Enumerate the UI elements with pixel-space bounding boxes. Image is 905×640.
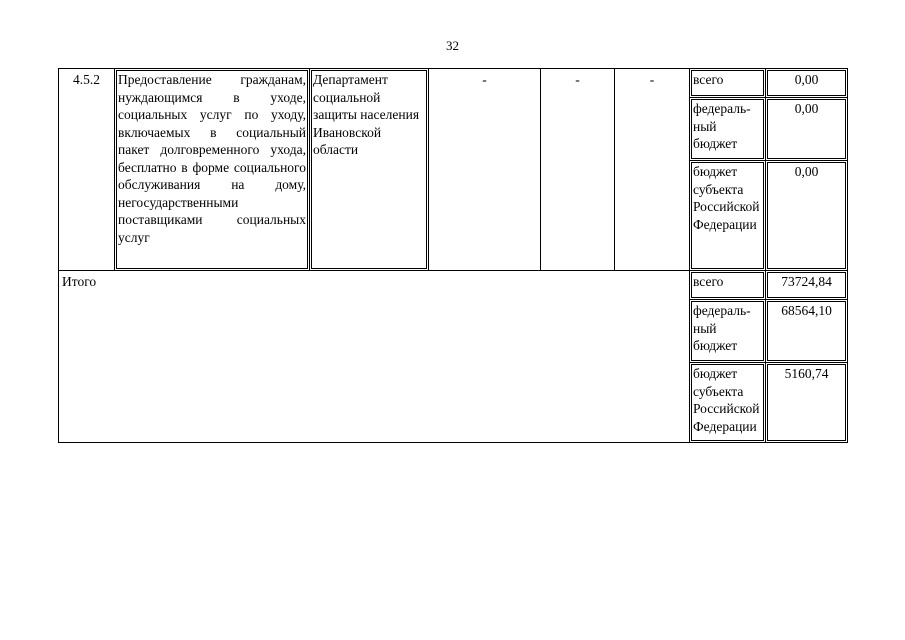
source-value: 0,00 bbox=[766, 69, 848, 98]
source-label: бюджет субъекта Российской Федерации bbox=[690, 363, 766, 443]
item-dash-1: - bbox=[429, 69, 541, 271]
source-label: всего bbox=[690, 69, 766, 98]
source-label: всего bbox=[690, 271, 766, 300]
page-number: 32 bbox=[446, 38, 459, 53]
source-value: 0,00 bbox=[766, 161, 848, 271]
table-row bbox=[59, 69, 905, 98]
table-row bbox=[59, 271, 905, 300]
source-label: бюджет субъекта Российской Федерации bbox=[690, 161, 766, 271]
source-label: федераль-ный бюджет bbox=[690, 98, 766, 161]
item-dash-2: - bbox=[541, 69, 615, 271]
source-label: федераль-ный бюджет bbox=[690, 300, 766, 363]
source-value: 73724,84 bbox=[766, 271, 848, 300]
source-value: 5160,74 bbox=[766, 363, 848, 443]
item-number: 4.5.2 bbox=[59, 69, 115, 271]
item-description: Предоставление гражданам, нуждающимся в уходе, социальных услуг по уходу, включаемых в социальный пакет долговременного ухода, бесплатно в форме социального обслуживания на дому, негосударственными поставщиками социальных услуг bbox=[115, 69, 310, 271]
source-value: 68564,10 bbox=[766, 300, 848, 363]
source-value: 0,00 bbox=[766, 98, 848, 161]
item-dash-3: - bbox=[615, 69, 690, 271]
total-label: Итого bbox=[59, 271, 690, 443]
budget-table bbox=[58, 68, 905, 443]
item-executor: Департамент социальной защиты населения Ивановской области bbox=[310, 69, 429, 271]
